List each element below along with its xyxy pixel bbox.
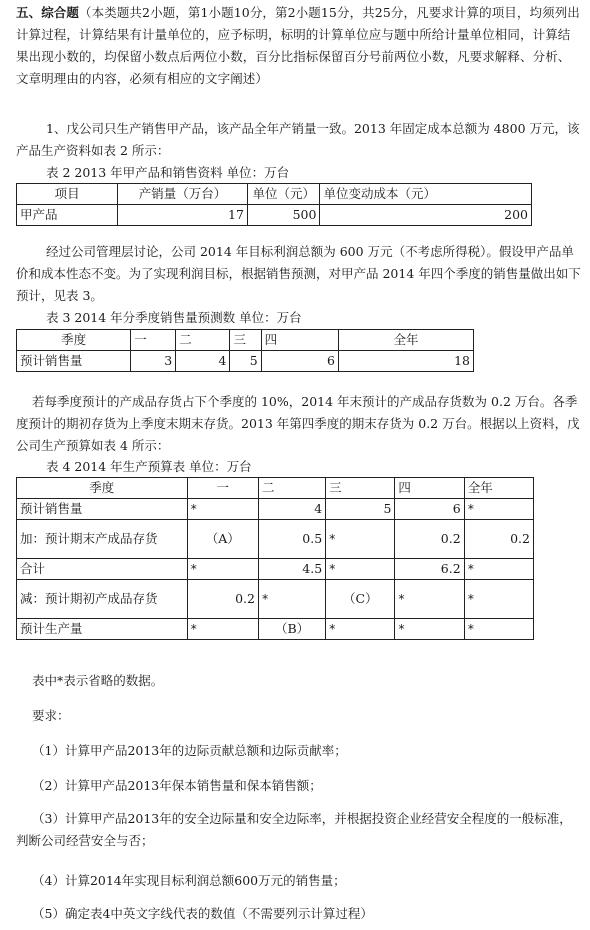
table-cell: * (326, 520, 395, 559)
requirement-item: （3）计算甲产品2013年的安全边际量和安全边际率，并根据投资企业经营安全程度的一般标准，判断公司经营安全与否； (16, 811, 572, 848)
table-cell: 0.2 (395, 520, 464, 559)
table-cell: 3 (131, 351, 176, 372)
table-header-cell: 单位（元） (247, 184, 320, 205)
table-cell: 预计销售量 (17, 499, 188, 520)
table-cell: 6.2 (395, 559, 464, 580)
table-header-cell: 二 (258, 478, 325, 499)
table-header-cell: 四 (395, 478, 464, 499)
table-row (17, 351, 474, 372)
table-2-caption: 表 2 2013 年甲产品和销售资料 单位：万台 (46, 165, 290, 180)
table-row (17, 559, 534, 580)
section-heading: 五、综合题 (16, 5, 80, 20)
table-header-cell: 全年 (338, 330, 473, 351)
table-row (17, 184, 532, 205)
table-cell: （C） (326, 580, 395, 619)
table-row (17, 205, 532, 226)
table-cell: 0.2 (464, 520, 533, 559)
table-row (17, 499, 534, 520)
table-cell: 17 (118, 205, 248, 226)
table-cell: * (464, 499, 533, 520)
table-cell: 500 (247, 205, 320, 226)
table-cell: 6 (261, 351, 338, 372)
table-cell: * (464, 559, 533, 580)
table-header-cell: 三 (326, 478, 395, 499)
table-cell: 预计生产量 (17, 619, 188, 640)
table-cell: 0.2 (187, 580, 258, 619)
table-cell: 200 (320, 205, 532, 226)
requirement-item: （1）计算甲产品2013年的边际贡献总额和边际贡献率； (32, 743, 347, 758)
table-row (17, 619, 534, 640)
table-header-cell: 产销量（万台） (118, 184, 248, 205)
table-cell: 减：预计期初产成品存货 (17, 580, 188, 619)
table-cell: * (187, 619, 258, 640)
table-cell: * (187, 559, 258, 580)
table-header-cell: 四 (261, 330, 338, 351)
table-cell: * (326, 559, 395, 580)
question-1-paragraph: 1、戊公司只生产销售甲产品，该产品全年产销量一致。2013 年固定成本总额为 4800 万元，该产品生产资料如表 2 所示： (16, 121, 580, 158)
table-cell: * (258, 580, 325, 619)
table-cell: 甲产品 (17, 205, 118, 226)
table-3-caption: 表 3 2014 年分季度销售量预测数 单位：万台 (46, 310, 302, 325)
table-4-caption: 表 4 2014 年生产预算表 单位：万台 (46, 459, 252, 474)
table-3 (16, 329, 474, 372)
requirement-item: （5）确定表4中英文字线代表的数值（不需要列示计算过程） (32, 906, 373, 921)
table-cell: 4 (176, 351, 230, 372)
table-cell: （B） (258, 619, 325, 640)
table-cell: （A） (187, 520, 258, 559)
table-header-cell: 季度 (17, 330, 131, 351)
table-cell: 0.5 (258, 520, 325, 559)
table-header-cell: 全年 (464, 478, 533, 499)
table-row (17, 580, 534, 619)
requirement-item: （2）计算甲产品2013年保本销售量和保本销售额； (32, 778, 322, 793)
requirement-item: （4）计算2014年实现目标利润总额600万元的销售量； (32, 873, 346, 888)
table-note: 表中*表示省略的数据。 (32, 673, 164, 688)
table-header-cell: 项目 (17, 184, 118, 205)
table-row (17, 330, 474, 351)
table-cell: * (395, 619, 464, 640)
table-cell: 4.5 (258, 559, 325, 580)
table-cell: 合计 (17, 559, 188, 580)
table-cell: 4 (258, 499, 325, 520)
section-intro (16, 2, 582, 90)
table-cell: 预计销售量 (17, 351, 131, 372)
table-row (17, 520, 534, 559)
table-header-cell: 单位变动成本（元） (320, 184, 532, 205)
table-header-cell: 季度 (17, 478, 188, 499)
table-2 (16, 183, 532, 226)
table-cell: 5 (230, 351, 261, 372)
table-header-cell: 三 (230, 330, 261, 351)
table-header-cell: 二 (176, 330, 230, 351)
table-cell: * (187, 499, 258, 520)
table-cell: * (395, 580, 464, 619)
paragraph-3: 若每季度预计的产成品存货占下个季度的 10%，2014 年末预计的产成品存货数为 0.2 万台。各季度预计的期初存货为上季度末期末存货。2013 年第四季度的期末存货为 0.2 万台。根据以上资料，戊公司生产预算如表 4 所示： (16, 394, 580, 453)
table-cell: 5 (326, 499, 395, 520)
table-cell: 18 (338, 351, 473, 372)
requirements-title: 要求： (32, 708, 70, 723)
table-cell: * (326, 619, 395, 640)
table-cell: 加：预计期末产成品存货 (17, 520, 188, 559)
table-cell: * (464, 580, 533, 619)
table-cell: * (464, 619, 533, 640)
section-instructions: （本类题共2小题，第1小题10分，第2小题15分，共25分，凡要求计算的项目，均须列出计算过程，计算结果有计量单位的，应予标明，标明的计算单位应与题中所给计量单位相同，计算结果出现小数的，均保留小数点后两位小数，百分比指标保留百分号前两位小数，凡要求解释、分析、文章明理由的内容，必须有相应的文字阐述） (16, 5, 580, 86)
paragraph-2: 经过公司管理层讨论，公司 2014 年目标利润总额为 600 万元（不考虑所得税）。假设甲产品单价和成本性态不变。为了实现利润目标，根据销售预测，对甲产品 2014 年四个季度的销售量做出如下预计，见表 3。 (16, 244, 581, 303)
table-4 (16, 477, 534, 640)
table-cell: 6 (395, 499, 464, 520)
table-header-cell: 一 (131, 330, 176, 351)
table-row (17, 478, 534, 499)
table-header-cell: 一 (187, 478, 258, 499)
